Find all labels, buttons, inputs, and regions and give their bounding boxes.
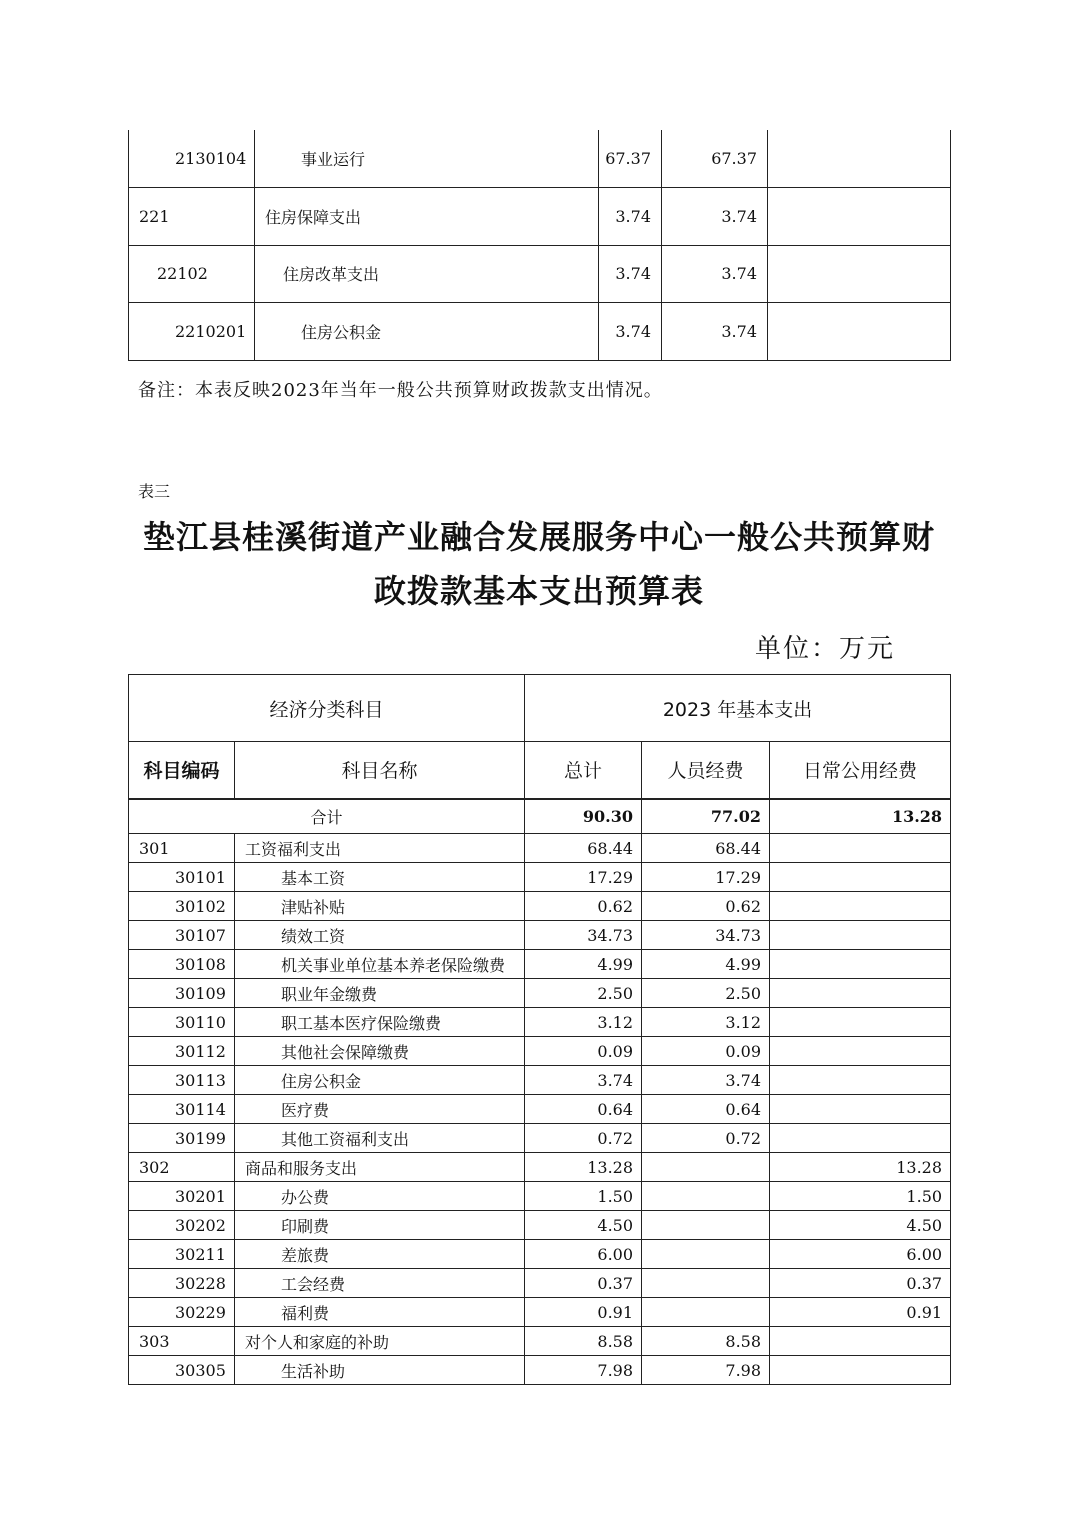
subject-code: 30109 bbox=[129, 979, 235, 1008]
subject-name: 其他社会保障缴费 bbox=[235, 1037, 525, 1066]
total-value: 34.73 bbox=[525, 921, 642, 950]
subject-code: 30202 bbox=[129, 1211, 235, 1240]
subject-code: 30228 bbox=[129, 1269, 235, 1298]
personnel-value: 8.58 bbox=[642, 1327, 770, 1356]
public-value: 0.37 bbox=[770, 1269, 951, 1298]
subject-name: 绩效工资 bbox=[235, 921, 525, 950]
total-row bbox=[129, 799, 951, 834]
total-value: 0.72 bbox=[525, 1124, 642, 1153]
total-value: 17.29 bbox=[525, 863, 642, 892]
subject-name: 医疗费 bbox=[235, 1095, 525, 1124]
basic-value: 67.37 bbox=[662, 130, 768, 188]
table-row bbox=[129, 1153, 951, 1182]
total-value: 3.74 bbox=[599, 245, 662, 303]
subject-name: 生活补助 bbox=[235, 1356, 525, 1385]
table-note: 备注：本表反映2023年当年一般公共预算财政拨款支出情况。 bbox=[138, 380, 663, 401]
subject-name: 办公费 bbox=[235, 1182, 525, 1211]
personnel-value: 0.72 bbox=[642, 1124, 770, 1153]
subject-code: 303 bbox=[129, 1327, 235, 1356]
total-value: 6.00 bbox=[525, 1240, 642, 1269]
table-row bbox=[129, 1211, 951, 1240]
subject-name: 基本工资 bbox=[235, 863, 525, 892]
expenditure-table-continued bbox=[128, 130, 951, 361]
subject-code: 30229 bbox=[129, 1298, 235, 1327]
subject-name: 机关事业单位基本养老保险缴费 bbox=[235, 950, 525, 979]
public-value: 6.00 bbox=[770, 1240, 951, 1269]
table-row bbox=[129, 1269, 951, 1298]
subject-code: 30211 bbox=[129, 1240, 235, 1269]
total-value: 13.28 bbox=[525, 1153, 642, 1182]
table-row bbox=[129, 950, 951, 979]
subject-name: 事业运行 bbox=[255, 130, 599, 188]
personnel-value bbox=[642, 1182, 770, 1211]
total-value: 90.30 bbox=[525, 799, 642, 834]
page-title-line-2: 政拨款基本支出预算表 bbox=[373, 572, 704, 610]
total-value: 67.37 bbox=[599, 130, 662, 188]
total-value: 0.62 bbox=[525, 892, 642, 921]
subject-name: 住房公积金 bbox=[255, 303, 599, 361]
table-row bbox=[129, 1182, 951, 1211]
subject-name: 对个人和家庭的补助 bbox=[235, 1327, 525, 1356]
header-personnel: 人员经费 bbox=[642, 742, 770, 799]
table-row bbox=[129, 921, 951, 950]
personnel-value: 0.62 bbox=[642, 892, 770, 921]
public-value bbox=[770, 834, 951, 863]
personnel-value: 2.50 bbox=[642, 979, 770, 1008]
personnel-value: 4.99 bbox=[642, 950, 770, 979]
public-value bbox=[770, 1037, 951, 1066]
table-row bbox=[129, 1298, 951, 1327]
personnel-value bbox=[642, 1298, 770, 1327]
table-row bbox=[129, 1240, 951, 1269]
table-row bbox=[129, 1008, 951, 1037]
basic-value: 3.74 bbox=[662, 188, 768, 246]
header-basic-expenditure-2023: 2023 年基本支出 bbox=[525, 675, 951, 742]
table-row bbox=[129, 892, 951, 921]
total-value: 3.12 bbox=[525, 1008, 642, 1037]
total-value: 0.37 bbox=[525, 1269, 642, 1298]
subject-code: 30110 bbox=[129, 1008, 235, 1037]
public-value bbox=[770, 979, 951, 1008]
table-row bbox=[129, 1066, 951, 1095]
subject-code: 30102 bbox=[129, 892, 235, 921]
personnel-value: 0.64 bbox=[642, 1095, 770, 1124]
total-value: 8.58 bbox=[525, 1327, 642, 1356]
subject-code: 30101 bbox=[129, 863, 235, 892]
public-value bbox=[770, 1327, 951, 1356]
subject-name: 住房保障支出 bbox=[255, 188, 599, 246]
public-value: 1.50 bbox=[770, 1182, 951, 1211]
public-value: 0.91 bbox=[770, 1298, 951, 1327]
public-value bbox=[770, 863, 951, 892]
subject-code: 30107 bbox=[129, 921, 235, 950]
subject-code: 302 bbox=[129, 1153, 235, 1182]
total-value: 4.99 bbox=[525, 950, 642, 979]
total-public: 13.28 bbox=[770, 799, 951, 834]
table-row bbox=[129, 1124, 951, 1153]
project-value bbox=[768, 245, 951, 303]
subject-name: 商品和服务支出 bbox=[235, 1153, 525, 1182]
total-value: 3.74 bbox=[599, 303, 662, 361]
subject-code: 30305 bbox=[129, 1356, 235, 1385]
personnel-value: 68.44 bbox=[642, 834, 770, 863]
public-value bbox=[770, 1356, 951, 1385]
subject-name: 差旅费 bbox=[235, 1240, 525, 1269]
basic-value: 3.74 bbox=[662, 245, 768, 303]
total-value: 0.64 bbox=[525, 1095, 642, 1124]
table-row bbox=[129, 863, 951, 892]
total-personnel: 77.02 bbox=[642, 799, 770, 834]
basic-expenditure-table-body bbox=[129, 675, 951, 1385]
header-subject-code: 科目编码 bbox=[129, 742, 235, 799]
table-row bbox=[129, 1327, 951, 1356]
basic-expenditure-table bbox=[128, 674, 951, 1385]
subject-code: 301 bbox=[129, 834, 235, 863]
subject-name: 工资福利支出 bbox=[235, 834, 525, 863]
expenditure-table-body bbox=[129, 130, 951, 360]
subject-name: 工会经费 bbox=[235, 1269, 525, 1298]
subject-code: 2130104 bbox=[129, 130, 255, 188]
personnel-value bbox=[642, 1211, 770, 1240]
table-header-row-2 bbox=[129, 742, 951, 799]
table-row bbox=[129, 1037, 951, 1066]
total-value: 0.09 bbox=[525, 1037, 642, 1066]
total-value: 7.98 bbox=[525, 1356, 642, 1385]
public-value bbox=[770, 1008, 951, 1037]
personnel-value: 0.09 bbox=[642, 1037, 770, 1066]
total-label: 合计 bbox=[129, 799, 525, 834]
subject-code: 30112 bbox=[129, 1037, 235, 1066]
table-row bbox=[129, 1095, 951, 1124]
subject-code: 30113 bbox=[129, 1066, 235, 1095]
public-value bbox=[770, 1095, 951, 1124]
total-value: 3.74 bbox=[525, 1066, 642, 1095]
subject-code: 22102 bbox=[129, 245, 255, 303]
table-header-row-1 bbox=[129, 675, 951, 742]
personnel-value bbox=[642, 1153, 770, 1182]
subject-code: 30199 bbox=[129, 1124, 235, 1153]
subject-name: 职工基本医疗保险缴费 bbox=[235, 1008, 525, 1037]
personnel-value bbox=[642, 1269, 770, 1298]
subject-code: 30114 bbox=[129, 1095, 235, 1124]
public-value: 4.50 bbox=[770, 1211, 951, 1240]
subject-code: 221 bbox=[129, 188, 255, 246]
table-row bbox=[129, 834, 951, 863]
personnel-value: 3.12 bbox=[642, 1008, 770, 1037]
personnel-value: 34.73 bbox=[642, 921, 770, 950]
table-row bbox=[129, 1356, 951, 1385]
subject-name: 职业年金缴费 bbox=[235, 979, 525, 1008]
table-row bbox=[129, 130, 951, 188]
page-title-line-1: 垫江县桂溪街道产业融合发展服务中心一般公共预算财 bbox=[142, 518, 935, 556]
public-value bbox=[770, 892, 951, 921]
personnel-value: 7.98 bbox=[642, 1356, 770, 1385]
basic-value: 3.74 bbox=[662, 303, 768, 361]
table-label: 表三 bbox=[138, 482, 171, 501]
personnel-value: 17.29 bbox=[642, 863, 770, 892]
unit-label: 单位：万元 bbox=[755, 634, 896, 664]
total-value: 4.50 bbox=[525, 1211, 642, 1240]
header-public: 日常公用经费 bbox=[770, 742, 951, 799]
public-value bbox=[770, 950, 951, 979]
subject-name: 津贴补贴 bbox=[235, 892, 525, 921]
header-economic-classification: 经济分类科目 bbox=[129, 675, 525, 742]
subject-name: 住房公积金 bbox=[235, 1066, 525, 1095]
subject-name: 其他工资福利支出 bbox=[235, 1124, 525, 1153]
public-value bbox=[770, 921, 951, 950]
total-value: 3.74 bbox=[599, 188, 662, 246]
project-value bbox=[768, 303, 951, 361]
table-row bbox=[129, 303, 951, 361]
public-value bbox=[770, 1066, 951, 1095]
project-value bbox=[768, 130, 951, 188]
personnel-value: 3.74 bbox=[642, 1066, 770, 1095]
table-row bbox=[129, 245, 951, 303]
public-value bbox=[770, 1124, 951, 1153]
subject-name: 住房改革支出 bbox=[255, 245, 599, 303]
public-value: 13.28 bbox=[770, 1153, 951, 1182]
table-row bbox=[129, 979, 951, 1008]
total-value: 2.50 bbox=[525, 979, 642, 1008]
total-value: 68.44 bbox=[525, 834, 642, 863]
subject-code: 2210201 bbox=[129, 303, 255, 361]
personnel-value bbox=[642, 1240, 770, 1269]
header-total: 总计 bbox=[525, 742, 642, 799]
header-subject-name: 科目名称 bbox=[235, 742, 525, 799]
subject-name: 印刷费 bbox=[235, 1211, 525, 1240]
total-value: 0.91 bbox=[525, 1298, 642, 1327]
subject-name: 福利费 bbox=[235, 1298, 525, 1327]
subject-code: 30201 bbox=[129, 1182, 235, 1211]
subject-code: 30108 bbox=[129, 950, 235, 979]
table-row bbox=[129, 188, 951, 246]
total-value: 1.50 bbox=[525, 1182, 642, 1211]
project-value bbox=[768, 188, 951, 246]
